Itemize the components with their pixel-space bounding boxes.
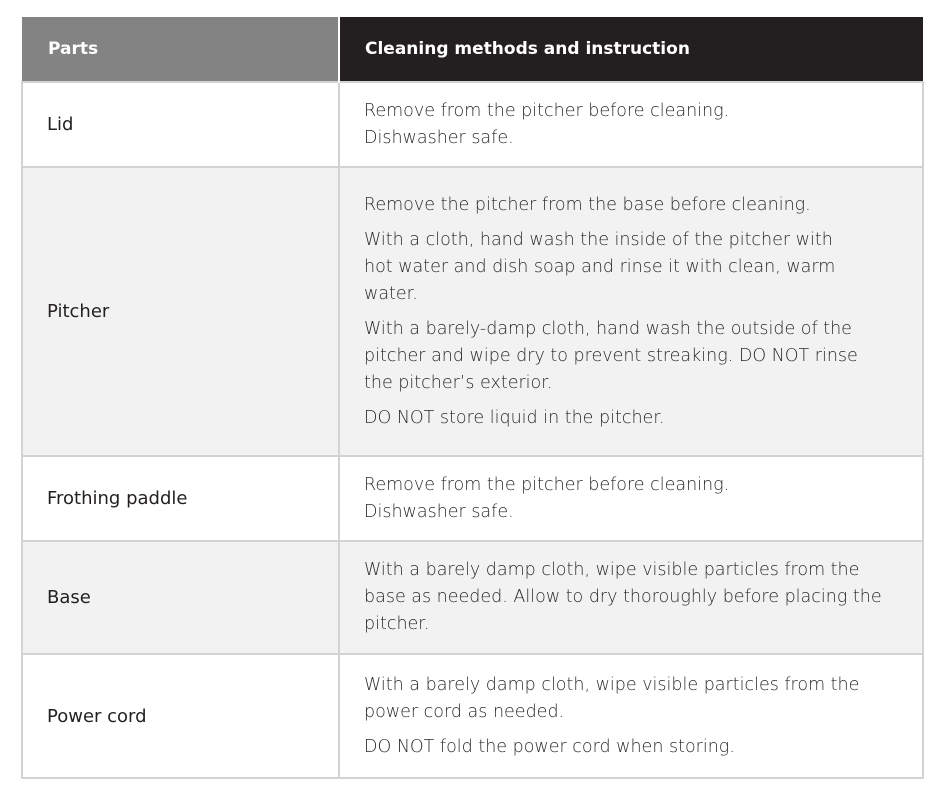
- instructions-cell: [339, 541, 923, 654]
- table-header-row: [22, 17, 923, 82]
- table-row-pitcher: [22, 167, 923, 456]
- instruction-text: With a barely-damp cloth, hand wash the outside of the pitcher and wipe dry to prevent streaking. DO NOT rinse the pitcher’s exterior.: [364, 318, 858, 393]
- instruction-text: With a cloth, hand wash the inside of the pitcher with hot water and dish soap and rinse it with clean, warm water.: [364, 229, 836, 304]
- part-name: Base: [22, 541, 339, 654]
- header-parts: Parts: [22, 17, 339, 82]
- instruction-text: With a barely damp cloth, wipe visible particles from the base as needed. Allow to dry thoroughly before placing the pitcher.: [364, 560, 882, 634]
- instruction-text: DO NOT fold the power cord when storing.: [364, 736, 735, 757]
- table-row-power-cord: [22, 654, 923, 778]
- instructions-cell: [339, 82, 923, 167]
- table-row-base: [22, 541, 923, 654]
- instruction-text: Remove from the pitcher before cleaning. Dishwasher safe.: [364, 474, 730, 522]
- part-name: Power cord: [22, 654, 339, 778]
- instruction-text: Remove the pitcher from the base before cleaning.: [364, 194, 811, 215]
- instructions-cell: [339, 456, 923, 541]
- table-row-frothing-paddle: [22, 456, 923, 541]
- instruction-text: With a barely damp cloth, wipe visible particles from the power cord as needed.: [364, 674, 860, 722]
- header-cleaning-methods: Cleaning methods and instruction: [339, 17, 923, 82]
- part-name: Lid: [22, 82, 339, 167]
- part-name: Frothing paddle: [22, 456, 339, 541]
- instruction-text: DO NOT store liquid in the pitcher.: [364, 407, 665, 428]
- instruction-text: Remove from the pitcher before cleaning. Dishwasher safe.: [364, 100, 730, 148]
- table-row-lid: [22, 82, 923, 167]
- part-name: Pitcher: [22, 167, 339, 456]
- cleaning-table: [21, 17, 924, 779]
- instructions-cell: [339, 654, 923, 778]
- instructions-cell: [339, 167, 923, 456]
